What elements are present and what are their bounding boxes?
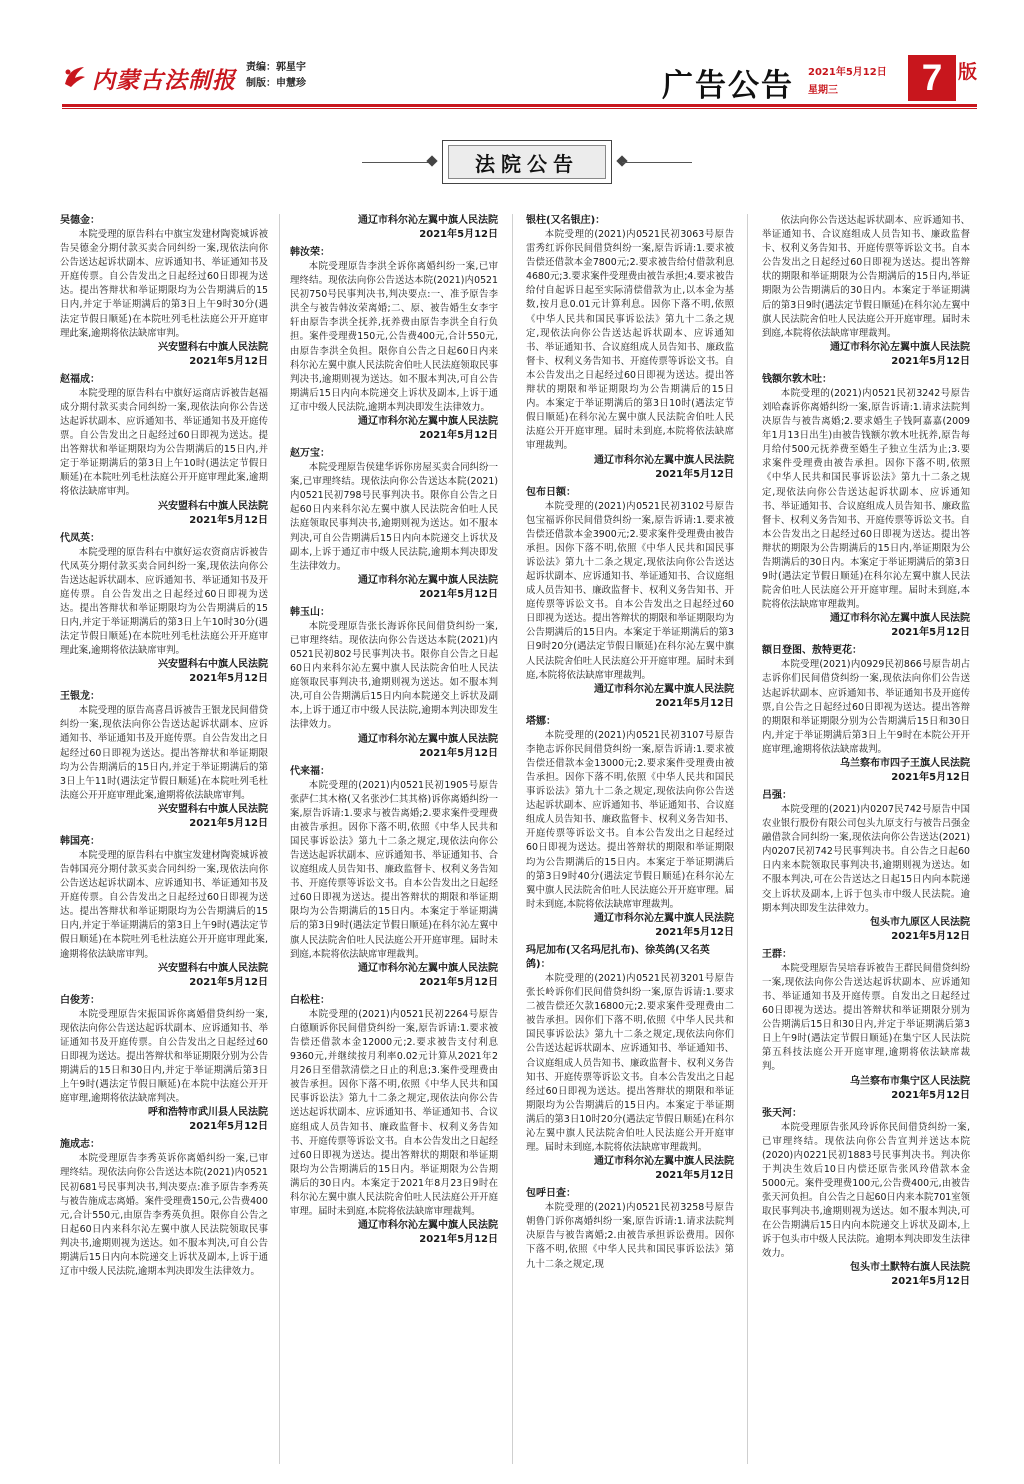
notice-addressee: 白松柱：	[290, 994, 330, 1006]
page-number: 7	[908, 55, 956, 101]
court-notice	[526, 944, 734, 1183]
court-notice	[762, 644, 970, 785]
notice-body: 本院受理原告宋振国诉你离婚借贷纠纷一案,现依法向你公告送达起诉状副本、应诉通知书、举证通知书及开庭传票。自公告发出之日起经过60日即视为送达。提出答辩状和举证期限分别为公告期满后的15日和30日内,并定于举证期满后第3日上午9时(遇法定节假日顺延)在本院中法庭公开开庭审理,逾期将依法缺席判决。	[60, 1008, 268, 1105]
notice-court: 包头市九原区人民法院	[870, 916, 970, 928]
notice-court: 兴安盟科右中旗人民法院	[158, 962, 268, 974]
notice-date: 2021年5月12日	[419, 229, 498, 240]
notice-addressee: 银柱(又名银庄)：	[526, 215, 606, 226]
notice-addressee: 额日登图、敖特更花：	[762, 645, 862, 657]
court-notice	[290, 246, 498, 443]
notice-court: 兴安盟科右中旗人民法院	[158, 500, 268, 512]
column-divider	[512, 214, 513, 1464]
notice-date: 2021年5月12日	[419, 588, 498, 600]
notice-body: 本院受理的原告科右中旗好运商店诉被告赵福成分期付款买卖合同纠纷一案,现依法向你公告送达起诉状副本、应诉通知书、举证通知书及开庭传票。自公告发出之日起经过60日即视为送达。提出答辩状和举证期限均为公告期满后的15日内,并定于举证期满后的第3日上午10时(遇法定节假日顺延)在本院吐列毛杜法庭公开开庭审理此案,逾期将依法缺席审判。	[60, 387, 268, 498]
notice-body: 本院受理的(2021)内0521民初3258号原告朝鲁门诉你离婚纠纷一案,原告诉请:1.请求法院判决原告与被告离婚;2.由被告承担诉讼费用。因你下落不明,依照《中华人民共和国民事诉讼法》第九十二条之规定,现	[526, 1202, 734, 1270]
notice-date: 2021年5月12日	[189, 817, 268, 829]
notice-court: 兴安盟科右中旗人民法院	[158, 659, 268, 671]
banner-frame	[442, 140, 612, 184]
notice-court: 通辽市科尔沁左翼中旗人民法院	[830, 341, 970, 353]
notice-body: 本院受理原告李秀英诉你离婚纠纷一案,已审理终结。现依法向你公告送达本院(2021)内0521民初681号民事判决书,判决要点:准予原告李秀英与被告施成志离婚。案件受理费150元,公告费400元,合计550元,由原告李秀英负担。限你自公告之日起60日内来科尔沁左翼中旗人民法院领取民事判决书,逾期则视为送达。如不服本判决,可自公告期满后15日内向本院递交上诉状及副本,上诉于通辽市中级人民法院,逾期本判决即发生法律效力。	[60, 1153, 268, 1278]
notice-date: 2021年5月12日	[419, 430, 498, 442]
banner-line-right	[622, 162, 692, 163]
notice-court: 通辽市科尔沁左翼中旗人民法院	[358, 733, 498, 745]
notice-addressee: 韩玉山：	[290, 606, 330, 618]
notice-addressee: 韩汝荣：	[290, 247, 330, 258]
column-divider	[747, 214, 748, 1464]
weekday-line: 星期三	[808, 85, 838, 96]
notice-date: 2021年5月12日	[655, 468, 734, 480]
newspaper-logo	[62, 58, 234, 98]
logo-emblem-icon	[62, 64, 88, 90]
notice-addressee: 赵万宝：	[290, 448, 330, 460]
court-notice	[762, 1107, 970, 1290]
notice-date: 2021年5月12日	[189, 355, 268, 367]
notice-body: 本院受理原告张风玲诉你民间借贷纠纷一案,已审理终结。现依法向你公告宣判并送达本院(2020)内0221民初1883号民事判决书。判决你于判决生效后10日内偿还原告张风玲借款本金5000元。案件受理费100元,公告费400元,由被告张天河负担。自公告之日起60日内来本院701室领取民事判决书,逾期则视为送达。如不服本判决,可在公告期满后15日内向本院递交上诉状及副本,上诉于包头市中级人民法院。逾期本判决即发生法律效力。	[762, 1121, 970, 1260]
page-suffix: 版	[958, 61, 978, 83]
column-divider	[279, 214, 280, 1464]
notice-date: 2021年5月12日	[891, 627, 970, 639]
issue-date	[808, 64, 887, 100]
masthead	[0, 0, 1024, 112]
court-notice	[290, 994, 498, 1247]
court-notice	[60, 690, 268, 831]
notice-addressee: 张天河：	[762, 1107, 802, 1119]
page-number-box	[908, 55, 978, 101]
notice-body: 依法向你公告送达起诉状副本、应诉通知书、举证通知书、合议庭组成人员告知书、廉政监督卡、权利义务告知书、开庭传票等诉讼文书。自本公告发出之日起经过60日即视为送达。提出答辩状的期限和举证期限为公告期满后的15日内,举证期限为公告期满后的30日内。本案定于举证期满后的第3日9时(遇法定节假日顺延)在科尔沁左翼中旗人民法院舍伯吐人民法庭公开开庭审理。届时未到庭,本院将依法缺席审理裁判。	[762, 215, 970, 339]
notice-column-2	[290, 214, 498, 1251]
notice-addressee: 包布日额：	[526, 486, 576, 498]
notice-body: 本院受理的(2021)内0521民初3201号原告张长岭诉你们民间借贷纠纷一案,原告诉请:1.要求二被告偿还欠款16800元;2.要求案件受理费由二被告承担。因你们下落不明,依照《中华人民共和国民事诉讼法》第九十二条之规定,现依法向你们公告送达起诉状副本、应诉通知书、举证通知书、合议庭组成人员告知书、廉政监督卡、权利义务告知书、开庭传票等诉讼文书。自本公告发出之日起经过60日即视为送达。提出答辩状的期限和举证期限均为公告期满后的15日内。本案定于举证期满后的第3日10时20分(遇法定节假日顺延)在科尔沁左翼中旗人民法院舍伯吐人民法庭公开开庭审理。届时未到庭,本院将依法缺席审理裁判。	[526, 972, 734, 1154]
court-notice	[290, 606, 498, 761]
notice-body: 本院受理的(2021)内0521民初2264号原告白德顺诉你民间借贷纠纷一案,原告诉请:1.要求被告偿还借款本金12000元;2.要求被告支付利息9360元,并继续按月利率0.02元计算从2021年2月26日至借款清偿之日止的利息;3.案件受理费由被告承担。因你下落不明,依照《中华人民共和国民事诉讼法》第九十二条之规定,现依法向你公告送达起诉状副本、应诉通知书、举证通知书、合议庭组成人员告知书、廉政监督卡、权利义务告知书、开庭传票等诉讼文书。自本公告发出之日起经过60日即视为送达。提出答辩状的期限和举证期限均为公告期满后的15日内。举证期限为公告期满后的30日内。本案定于2021年8月23日9时在科尔沁左翼中旗人民法院舍伯吐人民法庭公开开庭审理。届时未到庭,本院将依法缺席审理裁判。	[290, 1008, 498, 1218]
header-rule-thin	[62, 108, 977, 109]
notice-addressee: 赵福成：	[60, 373, 100, 385]
notice-court: 通辽市科尔沁左翼中旗人民法院	[594, 454, 734, 466]
notice-addressee: 施成志：	[60, 1139, 100, 1151]
notice-column-1	[60, 214, 268, 1283]
header-rule	[62, 104, 977, 107]
notice-body: 本院受理的原告高喜昌诉被告王银龙民间借贷纠纷一案,现依法向你公告送达起诉状副本、应诉通知书、举证通知书及开庭传票。自公告发出之日起经过60日即视为送达。提出答辩状和举证期限均为公告期满后的15日内,并定于举证期满后的第3日上午11时(遇法定节假日顺延)在本院吐列毛杜法庭公开开庭审理此案,逾期将依法缺席审判。	[60, 705, 268, 801]
notice-court: 通辽市科尔沁左翼中旗人民法院	[358, 1220, 498, 1232]
notice-date: 2021年5月12日	[891, 355, 970, 367]
notice-court: 通辽市科尔沁左翼中旗人民法院	[358, 962, 498, 974]
notice-court: 兴安盟科右中旗人民法院	[158, 803, 268, 815]
court-notice	[60, 532, 268, 687]
court-notice	[290, 447, 498, 602]
notice-body: 本院受理原告吴培春诉被告王群民间借贷纠纷一案,现依法向你公告送达起诉状副本、应诉通知书、举证通知书及开庭传票。自发出之日起经过60日即视为送达。提出答辩状和举证期限分别为公告期满后15日和30日内,并定于举证期满后第3日上午9时(遇法定节假日顺延)在集宁区人民法院第五科技法庭公开开庭审理,逾期将依法缺席裁判。	[762, 962, 970, 1073]
notice-addressee: 吕强：	[762, 790, 792, 801]
notice-date: 2021年5月12日	[419, 976, 498, 988]
section-title: 广告公告	[662, 68, 794, 104]
court-notice	[762, 789, 970, 944]
notice-body: 本院受理原告侯建华诉你房屋买卖合同纠纷一案,已审理终结。现依法向你公告送达本院(2021)内0521民初798号民事判决书。限你自公告之日起60日内来科尔沁左翼中旗人民法院舍伯吐人民法庭领取民事判决书,逾期则视为送达。如不服本判决,可自公告期满后15日内向本院递交上诉状及副本,上诉于通辽市中级人民法院,逾期本判决即发生法律效力。	[290, 462, 498, 572]
notice-body: 本院受理的原告科右中旗宝发建材陶瓷城诉被告韩国亮分期付款买卖合同纠纷一案,现依法向你公告送达起诉状副本、应诉通知书、举证通知书及开庭传票。自公告发出之日起经过60日即视为送达。提出答辩状和举证期限均为公告期满后的15日内,并定于举证期满后的第3日上午9时(遇法定节假日顺延)在本院吐列毛杜法庭公开开庭审理此案,逾期将依法缺席审判。	[60, 849, 268, 960]
court-notice	[60, 835, 268, 990]
notice-court: 乌兰察布市集宁区人民法院	[850, 1075, 970, 1087]
editor-line: 责编：郭星宇	[246, 62, 306, 73]
notice-body: 本院受理的(2021)内0521民初3102号原告包宝福诉你民间借贷纠纷一案,原告诉请:1.要求被告偿还借款本金3900元;2.要求案件受理费由被告承担。因你下落不明,依照《中华人民共和国民事诉讼法》第九十二条之规定,现依法向你公告送达起诉状副本、应诉通知书、举证通知书、合议庭组成人员告知书、廉政监督卡、权利义务告知书、开庭传票等诉讼文书。自本公告发出之日起经过60日即视为送达。提出答辩状的期限和举证期限均为公告期满后的15日内。本案定于举证期满后的第3日9时20分(遇法定节假日顺延)在科尔沁左翼中旗人民法院舍伯吐人民法庭公开开庭审理。届时未到庭,本院将依法缺席审理裁判。	[526, 500, 734, 681]
notice-date: 2021年5月12日	[891, 1089, 970, 1101]
notice-addressee: 王群：	[762, 948, 792, 960]
editor-credits	[246, 60, 306, 92]
notice-court: 通辽市科尔沁左翼中旗人民法院	[830, 613, 970, 625]
notice-date: 2021年5月12日	[891, 1276, 970, 1288]
court-notice-banner	[62, 140, 977, 186]
court-notice	[526, 214, 734, 482]
notice-body: 本院受理原告李洪全诉你离婚纠纷一案,已审理终结。现依法向你公告送达本院(2021)内0521民初750号民事判决书,判决要点:一、准予原告李洪全与被告韩汝荣离婚;二、原、被告婚生女李宇轩由原告李洪全抚养,抚养费由原告李洪全自行负担。案件受理费150元,公告费400元,合计550元,由原告李洪全负担。限你自公告之日起60日内来科尔沁左翼中旗人民法院舍伯吐人民法庭领取民事判决书,逾期则视为送达。如不服本判决,可自公告期满后15日内向本院递交上诉状及副本,上诉于通辽市中级人民法院,逾期本判决即发生法律效力。	[290, 261, 498, 413]
notice-addressee: 代来福：	[290, 765, 330, 777]
notice-addressee: 钱额尔敦木吐：	[762, 373, 832, 385]
notice-body: 本院受理原告张长海诉你民间借贷纠纷一案,已审理终结。现依法向你公告送达本院(2021)内0521民初802号民事判决书。限你自公告之日起60日内来科尔沁左翼中旗人民法院舍伯吐人民法庭领取民事判决书,逾期则视为送达。如不服本判决,可自公告期满后15日内向本院递交上诉状及副本,上诉于通辽市中级人民法院,逾期本判决即发生法律效力。	[290, 620, 498, 731]
court-notice	[526, 715, 734, 940]
court-notice	[762, 948, 970, 1103]
notice-addressee: 韩国亮：	[60, 835, 100, 847]
court-notice	[290, 214, 498, 242]
notice-court: 通辽市科尔沁左翼中旗人民法院	[358, 416, 498, 428]
notice-date: 2021年5月12日	[655, 697, 734, 709]
newspaper-name: 内蒙古法制报	[92, 67, 236, 94]
notice-body: 本院受理的(2021)内0521民初3242号原告刘哈森诉你离婚纠纷一案,原告诉请:1.请求法院判决原告与被告离婚;2.要求婚生子钱阿嘉嘉(2009年1月13日出生)由被告钱额尔敦木吐抚养,原告每月给付500元抚养费至婚生子独立生活为止;3.要求案件受理费由被告承担。因你下落不明,依照《中华人民共和国民事诉讼法》第九十二条之规定,现依法向你公告送达起诉状副本、应诉通知书、举证通知书、合议庭组成人员告知书、廉政监督卡、权利义务告知书、开庭传票等诉讼文书。自本公告发出之日起经过60日即视为送达。提出答辩状的期限为公告期满后的15日内,举证期限为公告期满后的30日内。本案定于举证期满后的第3日9时(遇法定节假日顺延)在科尔沁左翼中旗人民法院舍伯吐人民法庭公开开庭审理。届时未到庭,本院将依法缺席审理裁判。	[762, 387, 970, 611]
notice-addressee: 代凤英：	[60, 532, 100, 544]
notice-date: 2021年5月12日	[655, 1170, 734, 1182]
notice-body: 本院受理的原告科右中旗好运农资商店诉被告代凤英分期付款买卖合同纠纷一案,现依法向你公告送达起诉状副本、应诉通知书、举证通知书及开庭传票。自公告发出之日起经过60日即视为送达。提出答辩状和举证期限均为公告期满后的15日内,并定于举证期满后的第3日上午10时30分(遇法定节假日顺延)在本院吐列毛杜法庭公开开庭审理此案,逾期将依法缺席审判。	[60, 546, 268, 657]
notice-court: 包头市土默特右旗人民法院	[850, 1262, 970, 1274]
notice-court: 通辽市科尔沁左翼中旗人民法院	[594, 683, 734, 695]
court-notice	[60, 994, 268, 1135]
notice-body: 本院受理的原告科右中旗宝发建材陶瓷城诉被告吴德金分期付款买卖合同纠纷一案,现依法向你公告送达起诉状副本、应诉通知书、举证通知书及开庭传票。自公告发出之日起经过60日即视为送达。提出答辩状和举证期限均为公告期满后的15日内,并定于举证期满后的第3日上午9时30分(遇法定节假日顺延)在本院吐列毛杜法庭公开开庭审理此案,逾期将依法缺席审判。	[60, 229, 268, 339]
notice-body: 本院受理(2021)内0929民初866号原告胡占志诉你们民间借贷纠纷一案,现依法向你们公告送达起诉状副本、应诉通知书、举证通知书及开庭传票,自公告之日起经过60日即视为送达。提出答辩的期限和举证期限分别为公告期满后15日和30日内,并定于举证期满后第3日上午9时在本院公开开庭审理,逾期将依法缺席裁判。	[762, 659, 970, 755]
notice-date: 2021年5月12日	[189, 514, 268, 526]
notice-court: 呼和浩特市武川县人民法院	[148, 1107, 268, 1119]
notice-court: 通辽市科尔沁左翼中旗人民法院	[594, 912, 734, 924]
notice-date: 2021年5月12日	[189, 1121, 268, 1133]
date-line: 2021年5月12日	[808, 67, 887, 78]
notice-date: 2021年5月12日	[419, 1234, 498, 1246]
notice-column-3	[526, 214, 734, 1276]
notice-date: 2021年5月12日	[891, 772, 970, 783]
notice-body: 本院受理的(2021)内0521民初3063号原告雷秀红诉你民间借贷纠纷一案,原告诉请:1.要求被告偿还借款本金7800元;2.要求被告给付借款利息4680元;3.要求案件受理费由被告承担;4.要求被告给付自起诉日起至实际清偿借款为止,以本金为基数,按月息0.01元计算利息。因你下落不明,依照《中华人民共和国民事诉讼法》第九十二条之规定,现依法向你公告送达起诉状副本、应诉通知书、举证通知书、合议庭组成人员告知书、廉政监督卡、权利义务告知书、开庭传票等诉讼文书。自本公告发出之日起经过60日即视为送达。提出答辩状的期限和举证期限均为公告期满后的15日内。本案定于举证期满后的第3日10时(遇法定节假日顺延)在科尔沁左翼中旗人民法院舍伯吐人民法庭公开开庭审理。届时未到庭,本院将依法缺席审理裁判。	[526, 229, 734, 452]
notice-addressee: 王银龙：	[60, 691, 100, 703]
banner-line-left	[362, 162, 432, 163]
notice-date: 2021年5月12日	[419, 747, 498, 759]
court-notice	[526, 1187, 734, 1271]
notice-addressee: 吴德金：	[60, 215, 100, 226]
notice-court: 通辽市科尔沁左翼中旗人民法院	[594, 1156, 734, 1168]
notice-court: 通辽市科尔沁左翼中旗人民法院	[358, 215, 498, 226]
notice-court: 通辽市科尔沁左翼中旗人民法院	[358, 574, 498, 586]
notice-date: 2021年5月12日	[189, 673, 268, 685]
notice-addressee: 塔娜：	[526, 715, 556, 727]
notice-date: 2021年5月12日	[655, 926, 734, 938]
notice-addressee: 白俊芳：	[60, 994, 100, 1006]
notice-court: 乌兰察布市四子王旗人民法院	[840, 758, 970, 769]
court-notice	[60, 214, 268, 369]
producer-line: 制版：申慧珍	[246, 78, 306, 89]
court-notice	[762, 373, 970, 641]
notice-date: 2021年5月12日	[891, 930, 970, 942]
notice-addressee: 玛尼加布(又名玛尼扎布)、徐英鸽(又名英鸽)：	[526, 944, 710, 970]
banner-diamond-left-icon	[426, 155, 437, 166]
notice-body: 本院受理的(2021)内0207民742号原告中国农业银行股份有限公司包头九原支行与被告吕强金融借款合同纠纷一案,现依法向你公告送达(2021)内0207民初742号民事判决书。自公告之日起60日内来本院领取民事判决书,逾期则视为送达。如不服本判决,可在公告送达之日起15日内向本院递交上诉状及副本,上诉于包头市中级人民法院。逾期本判决即发生法律效力。	[762, 804, 970, 914]
notice-body: 本院受理的(2021)内0521民初3107号原告李艳志诉你民间借贷纠纷一案,原告诉请:1.要求被告偿还借款本金13000元;2.要求案件受理费由被告承担。因你下落不明,依照《中华人民共和国民事诉讼法》第九十二条之规定,现依法向你公告送达起诉状副本、应诉通知书、举证通知书、合议庭组成人员告知书、廉政监督卡、权利义务告知书、开庭传票等诉讼文书。自本公告发出之日起经过60日即视为送达。提出答辩状的期限和举证期限均为公告期满后的15日内。本案定于举证期满后的第3日9时40分(遇法定节假日顺延)在科尔沁左翼中旗人民法院舍伯吐人民法庭公开开庭审理。届时未到庭,本院将依法缺席审理裁判。	[526, 729, 734, 910]
court-notice	[526, 486, 734, 711]
court-notice	[60, 1138, 268, 1279]
notice-court: 兴安盟科右中旗人民法院	[158, 341, 268, 353]
notice-column-4	[762, 214, 970, 1293]
court-notice	[290, 765, 498, 990]
notice-body: 本院受理的(2021)内0521民初1905号原告张萨仁其木格(又名张沙仁其其格)诉你离婚纠纷一案,原告诉请:1.要求与被告离婚;2.要求案件受理费由被告承担。因你下落不明,依照《中华人民共和国民事诉讼法》第九十二条之规定,现依法向你公告送达起诉状副本、应诉通知书、举证通知书、合议庭组成人员告知书、廉政监督卡、权利义务告知书、开庭传票等诉讼文书。自本公告发出之日起经过60日即视为送达。提出答辩状的期限和举证期限均为公告期满后的15日内。本案定于举证期满后的第3日9时(遇法定节假日顺延)在科尔沁左翼中旗人民法院舍伯吐人民法庭公开开庭审理。届时未到庭,本院将依法缺席审理裁判。	[290, 779, 498, 960]
banner-diamond-right-icon	[616, 155, 627, 166]
court-notice	[762, 214, 970, 369]
court-notice	[60, 373, 268, 528]
banner-title: 法院公告	[475, 152, 579, 176]
notice-addressee: 包呼日查：	[526, 1188, 576, 1200]
notice-date: 2021年5月12日	[189, 976, 268, 988]
